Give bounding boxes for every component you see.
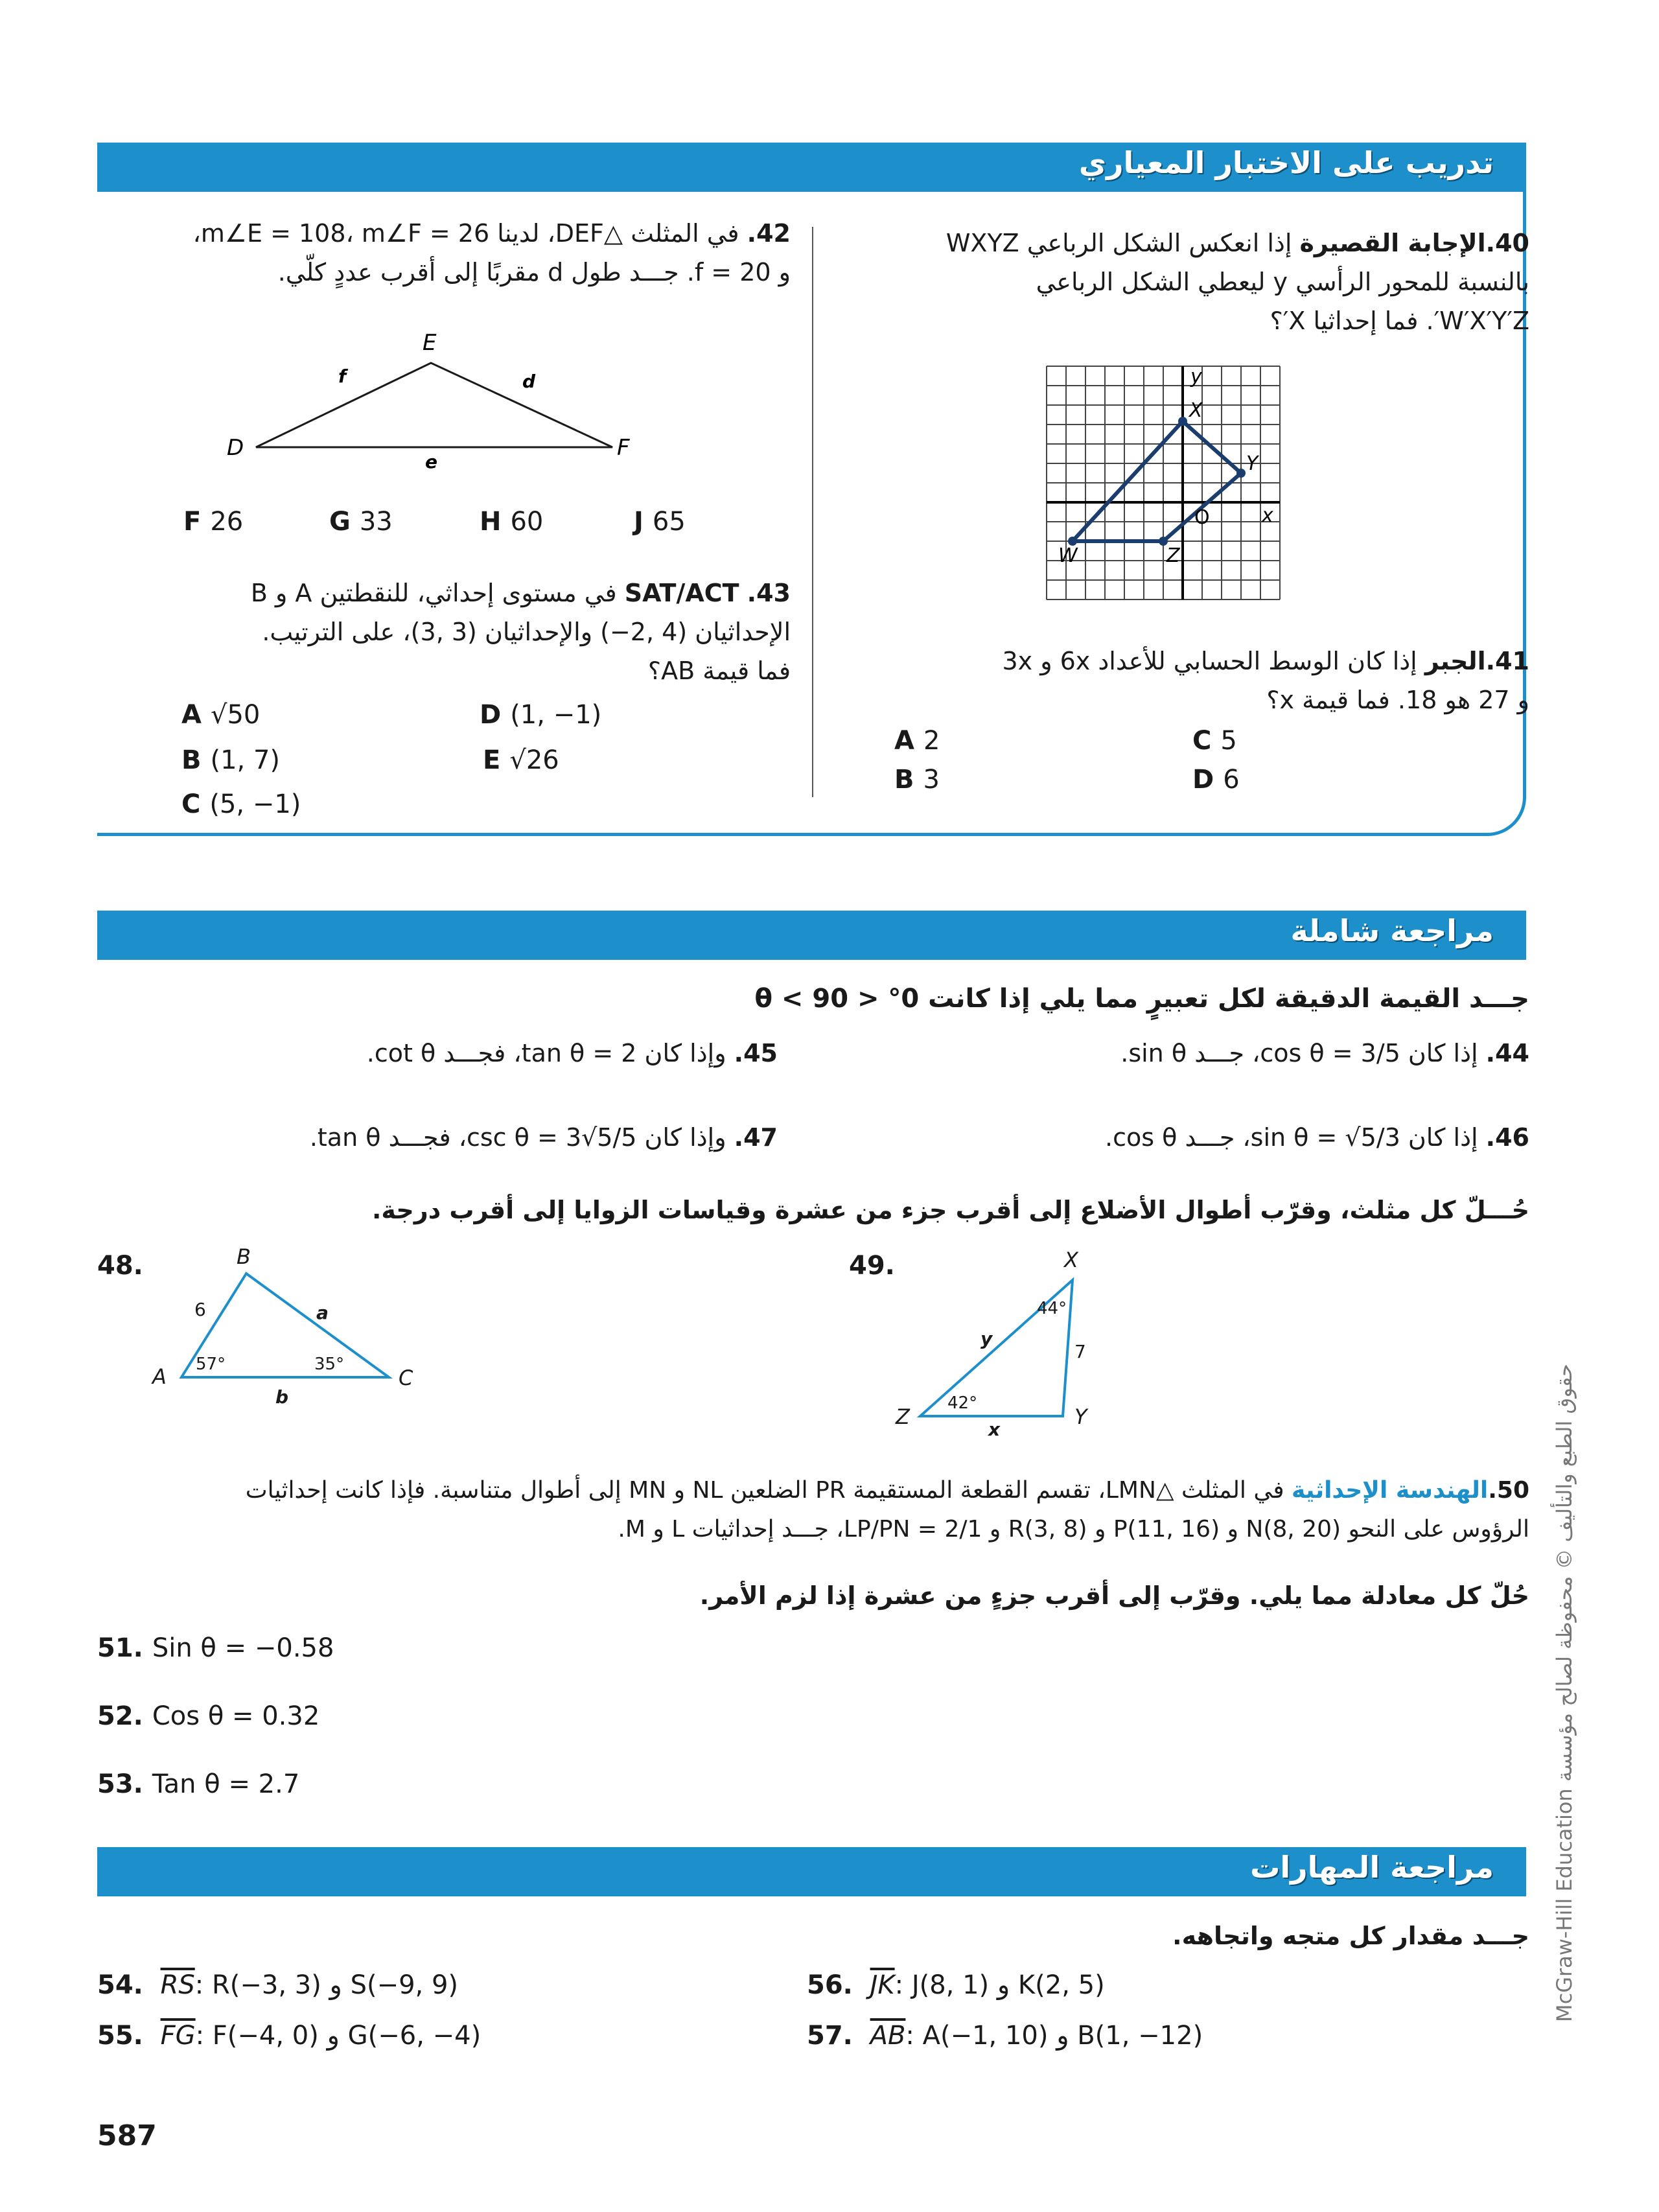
q43-option-d[interactable]: D (1, −1) xyxy=(480,700,602,730)
copyright-sidebar: McGraw-Hill Education حقوق الطبع والتأليف © محفوظة لصالح مؤسسة xyxy=(1552,1364,1577,2022)
section-title: مراجعة شاملة xyxy=(1290,913,1494,948)
q42-option-f[interactable]: F 26 xyxy=(183,507,244,537)
svg-text:Y: Y xyxy=(1074,1404,1087,1429)
svg-text:e: e xyxy=(425,451,437,472)
q41-option-d[interactable]: D 6 xyxy=(1192,765,1240,795)
instruction-solve-equations: حُلّ كل معادلة مما يلي. وقرّب إلى أقرب جزءٍ من عشرة إذا لزم الأمر. xyxy=(699,1581,1529,1610)
question-42: 42. في المثلث △DEF، لدينا m∠E = 108، m∠F = 26، و f = 20. جـــد طول d مقربًا إلى أقرب عددٍ كلّي. xyxy=(192,219,791,286)
question-49-number: 49. xyxy=(849,1251,895,1281)
question-41: 41.الجبر إذا كان الوسط الحسابي للأعداد 6x و 3x و 27 هو 18. فما قيمة x؟ xyxy=(1002,647,1529,714)
coordinate-grid-graph xyxy=(1047,366,1280,600)
question-48-number: 48. xyxy=(97,1251,143,1281)
instruction-vectors: جـــد مقدار كل متجه واتجاهه. xyxy=(1172,1922,1529,1950)
question-43: 43. SAT/ACT في مستوى إحداثي، للنقطتين A و B الإحداثيان (4 ,2−) والإحداثيان (3 ,3)، على الترتيب. فما قيمة AB؟ xyxy=(250,579,791,685)
section-header-cumulative-review xyxy=(97,911,1526,960)
question-47: 47. وإذا كان csc θ = 3√5/5، فجـــد tan θ. xyxy=(309,1123,778,1152)
equation-51: 51. Sin θ = −0.58 xyxy=(97,1633,334,1663)
label-point-w: W xyxy=(1058,544,1078,567)
label-point-x: X xyxy=(1189,399,1203,422)
instruction-solve-triangles: حُـــلّ كل مثلث، وقرّب أطوال الأضلاع إلى أقرب جزء من عشرة وقياسات الزوايا إلى أقرب درجة. xyxy=(371,1196,1529,1224)
point-y xyxy=(1236,469,1246,478)
instruction-exact-values: جـــد القيمة الدقيقة لكل تعبيرٍ مما يلي إذا كانت 0° < θ < 90 xyxy=(754,984,1529,1014)
svg-text:42°: 42° xyxy=(947,1393,978,1413)
svg-text:b: b xyxy=(275,1386,289,1408)
label-x-axis: x xyxy=(1262,504,1273,527)
column-divider xyxy=(812,227,813,797)
label-point-z: Z xyxy=(1166,544,1180,567)
q41-option-a[interactable]: A 2 xyxy=(894,726,940,756)
label-origin: O xyxy=(1194,506,1210,529)
svg-text:44°: 44° xyxy=(1037,1299,1067,1318)
svg-text:a: a xyxy=(316,1302,329,1323)
question-46: 46. إذا كان sin θ = √5/3، جـــد cos θ. xyxy=(1105,1123,1529,1152)
label-y-axis: y xyxy=(1190,366,1202,388)
vector-54: 54. $\overline{RS}$: R(−3, 3) و S(−9, 9) xyxy=(97,1970,459,2000)
q43-option-c[interactable]: C (5, −1) xyxy=(181,789,301,819)
q41-option-b[interactable]: B 3 xyxy=(894,765,940,795)
svg-text:x: x xyxy=(988,1419,1001,1440)
triangle-def xyxy=(220,318,648,480)
svg-text:A: A xyxy=(152,1364,167,1389)
equation-52: 52. Cos θ = 0.32 xyxy=(97,1701,320,1731)
section-header-skills-review xyxy=(97,1847,1526,1896)
q42-option-g[interactable]: G 33 xyxy=(329,507,393,537)
question-40: 40.الإجابة القصيرة إذا انعكس الشكل الرباعي WXYZ بالنسبة للمحور الرأسي y ليعطي الشكل الرباعي W′X′Y′Z′. فما إحداثيا X′؟ xyxy=(946,229,1529,335)
point-x xyxy=(1178,417,1187,426)
quadrilateral-wxyz xyxy=(1073,421,1241,541)
question-50: 50.الهندسة الإحداثية في المثلث △LMN، تقسم القطعة المستقيمة PR الضلعين NL و MN إلى أطوال متناسبة. فإذا كانت إحداثيات الرؤوس على النحو N(8, 20) و P(11, 16) و R(3, 8) و LP/PN = 2/1، جـــد إحداثيات L و M. xyxy=(245,1477,1529,1543)
q43-option-e[interactable]: E √26 xyxy=(483,745,559,775)
q41-option-c[interactable]: C 5 xyxy=(1192,726,1237,756)
svg-text:y: y xyxy=(980,1328,993,1349)
vector-55: 55. $\overline{FG}$: F(−4, 0) و G(−6, −4) xyxy=(97,2021,481,2051)
svg-text:B: B xyxy=(237,1244,251,1269)
vector-57: 57. $\overline{AB}$: A(−1, 10) و B(1, −12) xyxy=(807,2021,1203,2051)
svg-text:E: E xyxy=(423,330,437,356)
q42-option-j[interactable]: J 65 xyxy=(634,507,686,537)
svg-text:7: 7 xyxy=(1074,1341,1086,1362)
triangle-xyz xyxy=(881,1241,1141,1440)
section-title: مراجعة المهارات xyxy=(1250,1850,1494,1885)
question-44: 44. إذا كان cos θ = 3/5، جـــد sin θ. xyxy=(1120,1039,1529,1067)
svg-text:C: C xyxy=(399,1366,413,1390)
svg-text:F: F xyxy=(617,435,630,461)
svg-text:Z: Z xyxy=(896,1404,910,1429)
page-number: 587 xyxy=(97,2119,157,2152)
vector-56: 56. $\overline{JK}$: J(8, 1) و K(2, 5) xyxy=(807,1970,1105,2000)
section-title: تدريب على الاختبار المعياري xyxy=(1078,145,1494,180)
svg-text:d: d xyxy=(522,371,536,392)
q43-option-b[interactable]: B (1, 7) xyxy=(181,745,281,775)
q43-option-a[interactable]: A √50 xyxy=(181,700,261,730)
svg-text:6: 6 xyxy=(194,1299,206,1320)
svg-text:D: D xyxy=(227,435,244,461)
question-45: 45. وإذا كان tan θ = 2، فجـــد cot θ. xyxy=(366,1039,778,1067)
equation-53: 53. Tan θ = 2.7 xyxy=(97,1769,300,1799)
q42-option-h[interactable]: H 60 xyxy=(480,507,544,537)
triangle-abc xyxy=(143,1241,434,1408)
svg-text:57°: 57° xyxy=(196,1355,226,1374)
svg-text:f: f xyxy=(338,366,347,387)
svg-text:X: X xyxy=(1064,1248,1078,1272)
svg-text:35°: 35° xyxy=(314,1355,345,1374)
label-point-y: Y xyxy=(1246,452,1259,475)
